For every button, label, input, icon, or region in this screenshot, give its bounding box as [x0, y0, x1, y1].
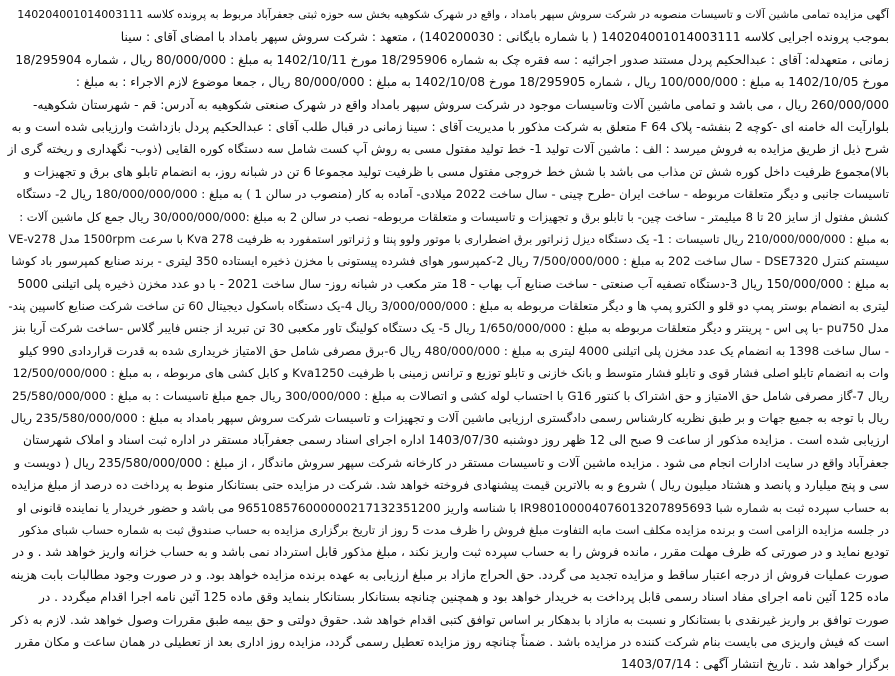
notice-line: است که فیش واریزی می بایست بنام شرکت کننده در مزایده باشد . ضمناً چنانچه روز مزایده تعطیل رسمی گردد، مزایده روز اداری بعد از تعطیلی در همان ساعت و مکان مقرر	[15, 634, 889, 649]
notice-line: صورت توافق بر واریز غیرنقدی با بستانکار و نسبت به مازاد با بدهکار بر اساس توافق کتبی اقدام خواهد شد. حقوق دولتی و حق بیمه طبق مقررات وصول خواهد شد. لازم به ذکر	[11, 612, 889, 627]
notice-line: تاسیسات جانبی و دیگر متعلقات مربوطه - ساخت ایران -طرح چینی - سال ساخت 2022 میلادی- آماده به کار (منصوب در سالن 1 ) به مبلغ : 180/000/000/000 ریال 2- دستگاه	[16, 187, 889, 202]
notice-line: کشش مفتول از سایز 20 تا 8 میلیمتر - ساخت چین- با تابلو برق و تجهیزات و تاسیسات و متعلقات مربوطه- نصب در سالن 2 به مبلغ :30/000/000/000 ریال جمع کل ماشین آلات :	[19, 209, 889, 224]
notice-line: سیستم کنترل DSE7320 - سال ساخت 202 به مبلغ : 7/500/000/000 ریال 2-کمپرسور هوای فشرده پیستونی با مخزن ذخیره ایستاده 350 لیتری - برند صنایع کمپرسور باد کوشا	[11, 254, 889, 269]
notice-line: صورت عملیات فروش از درجه اعتبار ساقط و مزایده تجدید می گردد. حق الحراج مازاد بر مبلغ ارزیابی به عهده برنده مزایده خواهد بود. و در صورت وجود مطالبات بابت هزینه	[10, 567, 889, 582]
publication-date-line: برگزار خواهد شد . تاریخ انتشار آگهی : 1403/07/14	[621, 657, 889, 672]
notice-line: بلوارآیت اله خامنه ای -کوچه 2 بنفشه- پلاک F 64 متعلق به شرکت مذکور با مدیریت آقای : سینا زمانی در قبال طلب آقای : عبدالحکیم پردل بازداشت وارزیابی شده است و به	[11, 119, 889, 134]
notice-line: بالا)مجموع ظرفیت داخل کوره شش تن مذاب می باشد با شش خط خروجی مفتول مسی با ظرفیت تولید مجموعا 6 تن در شبانه روز، به انضمام تابلو های برق و تجهیزات و	[24, 164, 889, 179]
notice-line: لیتری به انضمام بوستر پمپ دو قلو و الکترو پمپ ها و دیگر متعلقات مربوطه به مبلغ : 3/000/000/000 ریال 4-یک دستگاه باسکول دیجیتال 60 تن ساخت شرکت صنایع کاسپین پند-	[8, 299, 889, 314]
notice-line: زمانی ، متعهدله: آقای : عبدالحکیم پردل مستند صدور اجرائیه : سه فقره چک به شماره 18/295906 مورخ 1402/10/11 به مبلغ : 80/000/000 ریال ، شماره 18/295904	[15, 52, 889, 67]
notice-line: شرح ذیل از طریق مزایده به فروش میرسد : الف : ماشین آلات تولید 1- خط تولید مفتول مسی به روش آپ کست شامل سه دستگاه کوره القایی (ذوب- نگهداری و ریخته گری از	[7, 142, 889, 157]
notice-line: وات به انضمام تابلو اصلی فشار قوی و تابلو فشار متوسط و بانک خازنی و تابلو توزیع و ترانس زمینی با ظرفیت Kva1250 و کابل کشی های مربوطه ، به مبلغ : 12/500/000/000	[12, 366, 889, 381]
notice-line: مدل pu750 -با پی اس - پرینتر و دیگر متعلقات مربوطه به مبلغ : 1/650/000/000 ریال 5- یک دستگاه کولینگ تاور مکعبی 30 تن تبرید از جنس فایبر گلاس -ساخت شرکت آریا بنز	[12, 321, 889, 336]
notice-line: در جلسه مزایده الزامی است و برنده مزایده مکلف است مابه التفاوت مبلغ فروش را ظرف مدت 5 روز از تاریخ برگزاری مزایده به حساب صندوق ثبت به شماره حساب شبای مذکور	[19, 522, 889, 537]
notice-line: ریال 7-گاز مصرفی شامل حق الامتیاز و حق اشتراک با کنتور G16 با احتساب لوله کشی و اتصالات به مبلغ : 300/000/000 ریال جمع مبلغ تاسیسات : به مبلغ : 25/580/000/000	[11, 388, 889, 403]
notice-line: ارزیابی شده است . مزایده مذکور از ساعت 9 صبح الی 12 ظهر روز دوشنبه 1403/07/30 اداره اجرای اسناد رسمی جعفرآباد مستقر در اداره ثبت اسناد و املاک شهرستان	[23, 433, 889, 448]
notice-line: جعفرآباد واقع در سایت ادارات انجام می شود . مزایده ماشین آلات و تاسیسات مستقر در کارخانه شرکت سپهر سروش ماندگار ، از مبلغ : 235/580/000/000 ریال ( دویست و	[14, 455, 889, 470]
notice-line: 260/000/000 ریال ، می باشد و تمامی ماشین آلات وتاسیسات موجود در شرکت سروش سپهر بامداد واقع در شهرک صنعتی شکوهیه به آدرس: قم - شهرستان شکوهیه-	[33, 97, 889, 112]
notice-line: آگهی مزایده تمامی ماشین آلات و تاسیسات منصوبه در شرکت سروش سپهر بامداد ، واقع در شهرک شکوهیه بخش سه حوزه ثبتی جعفرآباد مربوط به پرونده کلاسه 140204001014003111	[17, 8, 889, 21]
notice-line: تودیع نماید و در صورتی که ظرف مهلت مقرر ، مانده فروش را به حساب سپرده ثبت واریز نکند ، مبلغ مذکور قابل استرداد نمی باشد و به حساب خزانه واریز خواهد شد . و در	[12, 545, 889, 560]
notice-line: - سال ساخت 1398 به انضمام یک عدد مخزن پلی اتیلنی 4000 لیتری به مبلغ : 480/000/000 ریال 6-برق مصرفی شامل حق الامتیاز خریداری شده به قدرت قراردادی 990 کیلو	[19, 343, 889, 358]
notice-line: ماده 125 آئین نامه اجرای مفاد اسناد رسمی قابل پرداخت به خریدار خواهد بود و همچنین چنانچه بستانکار بستانکار بنماید وقق ماده 125 آئین نامه اجرا اقدام میگردد . در	[38, 590, 889, 605]
notice-line: به حساب سپرده ثبت به شماره شبا IR980100004076013207895693 با شناسه واریز 965108576000000217132351200 می باشد و حضور خریدار یا نماینده قانونی او	[17, 500, 889, 515]
notice-line: مورخ 1402/10/05 به مبلغ : 100/000/000 ریال ، شماره 18/295905 مورخ 1402/10/08 به مبلغ : 80/000/000 ریال ، جمعا موضوع لازم الاجراء : به مبلغ :	[75, 75, 889, 90]
notice-line: به مبلغ : 150/000/000 ریال 3-دستگاه تصفیه آب صنعتی - ساخت صنایع آب بهاب - 18 متر مکعب در شبانه روز- سال ساخت 2021 - با دو عدد مخزن ذخیره پلی اتیلنی 5000	[17, 276, 889, 291]
notice-line: ریال با توجه به جمیع جهات و بر طبق نظریه کارشناس رسمی دادگستری ارزیابی ماشین آلات و تجهیزات و تاسیسات شرکت سروش سپهر بامداد به مبلغ : 235/580/000/000 ریال	[10, 411, 889, 426]
notice-line: به مبلغ : 210/000/000/000 ریال تاسیسات : 1- یک دستگاه دیزل ژنراتور برق اضطراری با موتور ولوو پنتا و ژنراتور استمفورد به ظرفیت Kva 278 با سرعت 1500rpm مدل VE-v278	[8, 231, 889, 246]
notice-line: بموجب پرونده اجرایی کلاسه 140204001014003111 ( با شماره بایگانی : 140200030) ، متعهد : شرکت سروش سپهر بامداد با امضای آقای : سینا	[120, 30, 889, 45]
notice-line: سی و پنج میلیارد و پانصد و هشتاد میلیون ریال ) شروع و به بالاترین قیمت پیشنهادی فروخته خواهد شد. شرکت در مزایده حتی بستانکار منوط به پرداخت ده درصد از مبلغ مزایده	[11, 478, 889, 493]
